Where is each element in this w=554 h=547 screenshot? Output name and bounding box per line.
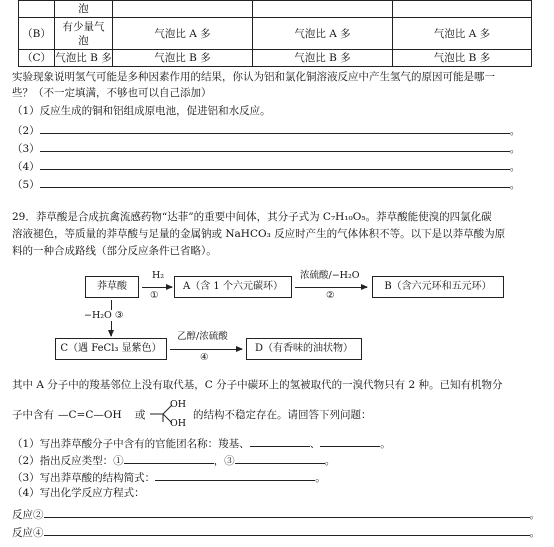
q29-info-line1: 其中 A 分子中的羧基邻位上没有取代基，C 分子中碳环上的氢被取代的一溴代物只有 2 种。已知有机物分 (12, 379, 503, 391)
table-cell: 气泡比 B 多 (55, 50, 113, 67)
q29-reaction-2-line: 反应② 。 (12, 506, 540, 523)
table-cell (393, 1, 532, 18)
enol-structure: —C=C—OH (58, 409, 122, 421)
q29-reaction-4-line: 反应④ 。 (12, 524, 540, 541)
reaction-1-reagent: H₂ (152, 270, 165, 281)
table-cell: 气泡比 B 多 (253, 50, 393, 67)
table-cell: 气泡比 A 多 (113, 18, 253, 50)
table-cell: 气泡比 B 多 (393, 50, 532, 67)
q29-sub-1: （1）写出莽草酸分子中含有的官能团名称：羧基、 、 。 (12, 435, 391, 452)
reaction-1-arrow (142, 287, 172, 288)
q28-intro-line1: 实验现象说明氢气可能是多种因素作用的结果，你认为铝和氯化铜溶液反应中产生氢气的原因可能是哪一 (12, 71, 495, 83)
q29-line1: 29．莽草酸是合成抗禽流感药物“达菲”的重要中间体，其分子式为 C₇H₁₀O₅。莽草酸能使溴的四氯化碳 (12, 211, 492, 223)
table-cell (113, 1, 253, 18)
q29-sub-2: （2）指出反应类型：① ，③ 。 (12, 452, 335, 469)
q28-item-4: （4） 。 (12, 158, 520, 175)
q29-line3: 料的一种合成路线（部分反应条件已省略）。 (12, 245, 217, 257)
table-cell: （C） (19, 50, 55, 67)
table-row (19, 1, 532, 18)
q29-info-line2-post: 的结构不稳定存在。请回答下列问题： (193, 409, 372, 421)
results-table (18, 0, 532, 67)
table-cell (253, 1, 393, 18)
scheme-c-box: C（遇 FeCl₃ 显紫色） (55, 338, 167, 360)
answer-blank[interactable] (250, 435, 310, 447)
gem-diol-oh-bottom: OH (170, 418, 187, 429)
q29-sub-4: （4）写出化学反应方程式： (12, 487, 145, 499)
q29-sub-3: （3）写出莽草酸的结构简式： 。 (12, 469, 326, 486)
scheme-d-box: D（有香味的油状物） (246, 338, 362, 360)
reaction-2-number: ② (326, 290, 335, 301)
table-row (19, 50, 532, 67)
answer-blank[interactable] (235, 452, 325, 464)
answer-blank[interactable] (40, 122, 510, 134)
table-cell: 气泡比 A 多 (253, 18, 393, 50)
q28-item-5: （5） 。 (12, 176, 520, 193)
answer-blank[interactable] (40, 158, 510, 170)
answer-blank[interactable] (40, 140, 510, 152)
scheme-a-box: A（含 1 个六元碳环） (174, 276, 292, 298)
reaction-2-reagent: 浓硫酸/−H₂O (300, 270, 360, 281)
gem-diol-oh-top: OH (170, 399, 187, 410)
q28-intro-line2: 些？（不一定填满，不够也可以自己添加） (12, 87, 212, 99)
reaction-3-label: −H₂O ③ (84, 310, 124, 321)
answer-blank[interactable] (155, 469, 315, 481)
table-cell (19, 1, 55, 18)
reaction-2-arrow (295, 287, 367, 288)
answer-blank[interactable] (124, 452, 214, 464)
reaction-1-number: ① (150, 290, 159, 301)
q28-item-2: （2） 。 (12, 122, 520, 139)
answer-blank[interactable] (40, 176, 510, 188)
scheme-b-box: B（含六元环和五元环） (372, 276, 504, 298)
reaction-4-number: ④ (200, 352, 209, 363)
table-cell: 气泡比 A 多 (393, 18, 532, 50)
reaction-4-arrow (170, 349, 242, 350)
scheme-start-box: 莽草酸 (85, 276, 139, 298)
reaction-4-reagent: 乙醇/浓硫酸 (177, 331, 228, 342)
table-cell: （B） (19, 18, 55, 50)
table-cell: 泡 (55, 1, 113, 18)
table-cell: 有少量气 泡 (55, 18, 113, 50)
q29-line2: 溶液褪色，等质量的莽草酸与足量的金属钠或 NaHCO₃ 反应时产生的气体体积不等。以下是以莽草酸为原 (12, 228, 506, 240)
answer-blank[interactable] (320, 435, 380, 447)
q29-info-line2-pre: 子中含有 (12, 409, 54, 421)
answer-blank[interactable] (44, 506, 530, 518)
table-row (19, 18, 532, 50)
answer-blank[interactable] (44, 524, 530, 536)
q28-item-1: （1）反应生成的铜和铝组成原电池，促进铝和水反应。 (12, 105, 271, 117)
q29-info-line2-or: 或 (135, 409, 146, 421)
table-cell: 气泡比 B 多 (113, 50, 253, 67)
q28-item-3: （3） 。 (12, 140, 520, 157)
